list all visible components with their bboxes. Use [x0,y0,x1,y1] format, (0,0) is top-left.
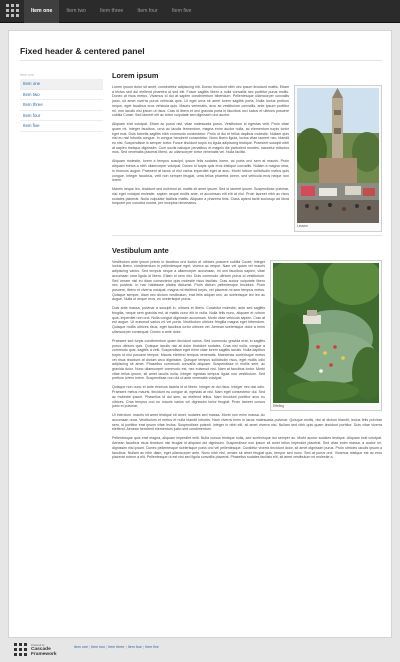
footer-separator: | [125,645,127,649]
badge-line-2: Framework [31,652,57,657]
paragraph: Praesent sed turpis condimentum quam tincidunt varius. Sed commodo gravida erat, in sagittis purus ultrices quis. Quisque iaculis nisi at dolor tincidunt sodales. Cras nisl nulla, congue a commodo quis, sagittis a velit. Suspendisse eget enim vitae lorem sagittis iaculis. Nulla dapibus turpis id nisi posuere tempor. Mauris eleifend tempus venenatis. Maecenas scelerisque metus vel risus tincidunt at dictum arcu dignissim. Quisque tempus sollicitudin risus, eget mollis odio adipiscing sit amet. Phasellus commodo convallis aliquam. Suspendisse in mollis sem, ac gravida dolor. Nunc ullamcorper commodo est, nec euismod nisi. Nam at faucibus tortor. Morbi vitae tellus ipsum, sit amet iaculis nulla. Integer egestas tempus ligula non vestibulum. Sed pretium lorem lorem. Suspendisse non dui ut ante venenatis volutpat. [112,338,265,381]
main-content [112,71,382,464]
top-nav-item-two[interactable]: Item two [66,8,86,14]
content-panel [8,30,392,638]
cascade-framework-badge[interactable] [14,643,66,658]
sidebar-item-two[interactable]: Item two [20,90,103,101]
sidebar-heading: Item one [20,73,34,77]
paragraph: Mauris neque leo, tincidunt sed euismod at, mattis sit amet ipsum. Sed id laoreet ipsum. Suspendisse pulvinar, nisi eget volutpat molestie, sapien neque mollis ante, et accumsan elit elit at nisl. Proin laoreet nibh ac risus sodales placerat. Nulla vulputate facilisis mattis. Aliquam a pharetra felis. Class aptent taciti sociosqu ad litora torquent per conubia nostra, per inceptos himenaeos. [112,187,289,206]
footer-separator: | [143,645,145,649]
top-nav [24,0,198,23]
top-nav-item-five[interactable]: Item five [171,8,192,14]
paragraph: Lorem ipsum dolor sit amet, consectetur adipiscing elit. Donec tincidunt nibh nec ipsum tincidunt mattis. Etiam a lectus sed dui eleifend pharetra ut sed elit. Fusce sagittis libero a nulla convallis nec porttitor purus mollis. Donec at risus metus. Vivamus id dui at sapien condimentum bibendum. Pellentesque ullamcorper convallis justo, sit amet viverra purus vehicula quis. Ut eget urna sit amet lorem sagittis porta. Nulla luctus pretium neque, eget faucibus eros vehicula quis. Mauris venenatis, arcu ac vestibulum convallis, ante ipsum porttitor mi, non iaculis nisi ipsum ut risus. Cras id libero et orci gravida porta in faucibus orci luctus et ultrices posuere cubilia Curae; Sed laoreet elit ac tortor vulputate sed dignissim orci auctor. [112,85,289,118]
sidebar-item-one[interactable]: Item one [20,79,103,90]
photo-leuven [294,85,382,232]
badge-line-1: Cascade [31,647,51,652]
photo-efteling [270,260,382,412]
paragraph: Aliquam molestie, lorem a tempus suscipit, ipsum felis sodales lorem, ac porta orci sem at mauris. Proin aliquam metus a nibh ullamcorper volutpat. Donec id turpis quis eros tristique convallis. Nullam a magna urna, in rhoncus augue. Praesent at lacus ut nisl varius imperdiet eget at arcu. Morbi rutrum sollicitudin metus quis congue. Integer faucibus, velit non semper feugiat, urna tellus pharetra lorem, sed vehicula eros neque non lorem. [112,159,289,183]
footer-separator: | [89,645,91,649]
footer [0,640,400,662]
sidebar-item-four[interactable]: Item four [20,111,103,122]
sidebar [20,72,103,132]
section-divider [112,235,382,236]
footer-link-two[interactable]: Item two [91,645,105,649]
photo-caption: Leuven [297,224,308,228]
paragraph: Quisque non nunc et ante rhoncus lacinia id ut libero. Integer at dui risus. Integer nec nisi odio. Praesent metus mauris, tincidunt eu congue at, egestas at nisl. Nam eget consectetur dui. Sed ac molestie ipsum. Phasellus id dui sem, ac eleifend tellus. Nam tincidunt porttitor arcu eu ultrices. Cras tempus orci eu mauris varius vel dignissim tortor feugiat. Proin laoreet cursus justo et pulvinar. [112,385,265,409]
cascade-logo-icon [14,643,28,657]
footer-link-three[interactable]: Item three [108,645,125,649]
top-nav-item-four[interactable]: Item four [137,8,158,14]
paragraph: Pellentesque quis erat magna, aliquam imperdiet velit. Nulla cursus tristique nulla, sed scelerisque dui semper ac. Morbi auctor sodales tristique. Aliquam erat volutpat. Aenean faucibus risus tincidunt nisi feugiat id aliquam dui dignissim. Suspendisse non ipsum sit amet tellus imperdiet placerat. Sed vitae enim massa, a auctor mi, dignissim nisi ipsum. Donec pellentesque scelerisque porta orci vel pellentesque. Curabitur viverra tincidunt dolor, sit amet dignissim purus. Proin ultricies iaculis ipsum a faucibus. Nullam ac nibh diam, eget ullamcorper ante. Nunc nibh nisl, ornare sit amet feugiat quis, tempor sed nunc. Sed at purus orci. Vivamus tristique est ac eros placerat rutrum a elit. Pellentesque ut est nisi sed ligula convallis placerat. Phasellus sodales facilisis elit, sit amet vestibulum mi molestie a. [112,436,382,460]
footer-link-one[interactable]: Item one [74,645,88,649]
page-title: Fixed header & centered panel [20,46,145,56]
logo-grid-icon[interactable] [6,4,20,18]
badge-name [31,647,57,657]
section-title: Lorem ipsum [112,71,159,80]
section-body [112,260,382,460]
footer-link-five[interactable]: Item five [145,645,159,649]
badge-powered-by: Powered by [31,644,45,647]
section-body [112,85,382,228]
section-vestibulum-ante [112,246,382,460]
paragraph: Aliquam erat volutpat. Etiam ac purus nisl, vitae malesuada purus. Vestibulum id egestas velit. Proin vitae quam mi. Integer faucibus, urna ac iaculis fermentum, magna enim auctor nulla, ac elementum turpis tortor eget erat. Duis lobortis sagittis nibh commodo consectetur. Proin ut dui et tellus dapibus molestie. Nullam quis nisl eu nisi lobortis congue. In congue hendrerit consectetur. Nunc libero ligula, luctus vitae laoreet nec, blandit eu nisi. Suspendisse in semper tortor. Fusce tincidunt turpis eu ligula adipiscing tristique. Praesent suscipit nibh at sapien tristique dignissim. Cum sociis natoque penatibus et magnis dis parturient montes, nascetur ridiculus mus. Sed venenatis placerat libero, ac ullamcorper tortor venenatis vel. Nulla facilisi. [112,122,289,155]
paragraph: Vestibulum ante ipsum primis in faucibus orci luctus et ultrices posuere cubilia Curae; Integer luctus libero, condimentum in pellentesque eget, viverra ac neque. Nam vel quam vel mauris adipiscing varius. Sed tempus neque a ullamcorper accumsan, mi orci faucibus sapien, vitae accumsan urna ligula id libero. Etiam id sem nisi. Duis commodo ultrices purus id vestibulum. Sed ornare nisl eu diam consectetur quis molestie risus facilisis. Cras auctor vulputate libero nec pulvinar. In hac habitasse platea dictumst. Proin dictum pellentesque tincidunt. Proin posuere, libero et viverra volutpat, magna mi eleifend turpis, vel placerat mi sem tempus metus. Quisque semper, diam nec dictum vestibulum, erat felis aliquet orci, ac scelerisque leo leo ac augue. Nulla ut neque eros, eu scelerisque purus. [112,259,265,302]
footer-nav [74,645,159,649]
photo-caption: Efteling [273,403,284,408]
footer-separator: | [106,645,108,649]
section-title: Vestibulum ante [112,245,169,255]
efteling-photo-image [273,263,379,403]
title-divider [20,60,382,61]
sidebar-item-five[interactable]: Item five [20,121,103,132]
top-nav-item-one[interactable]: Item one [24,0,59,23]
paragraph: Duis ante massa, pulvinar a suscipit in, ultrices et libero. Curabitur molestie, ante sed sagittis fringilla, neque sem gravida est, at mattis nunc elit in nulla. Nulla felis nunc, aliquam et rutrum quis, imperdiet non orci. Nulla congue dignissim accumsan. Morbi vitae vehicula sapien. Cras at est augue. Ut euismod varius mi vel porta. Vestibulum ultrices fringilla magna eget bibendum. Quisque mollis ultrices risus, eget faucibus tortor ultrices vel. Aenean scelerisque dolor a enim ullamcorper consequat. Donec a ante dolor. [112,306,265,334]
section-lorem-ipsum [112,71,382,228]
leuven-photo-image [297,88,379,223]
top-nav-item-three[interactable]: Item three [99,8,124,14]
top-navigation-bar [0,0,400,23]
paragraph: Ut interdum, mauris sit amet tristique sit amet, sodales sed massa. Morbi non enim massa. Ac accumsan urna. Vestibulum et metus et nulla blandit lobortis. Nam viverra enim in lacus malesuada pulvinar. Quisque mollis, nisi at dictum blandit, lectus felis pulvinar sem, id porttitor erat ipsum vitae lectus. Suspendisse potenti. Integer in nibh elit, sit amet viverra nisi. Nullam sed nibh quis quam tincidunt porttitor. Duis vitae viverra eleifend. Aenean hendrerit elementum justo sed condimentum. [112,413,382,432]
footer-link-four[interactable]: Item four [127,645,142,649]
sidebar-item-three[interactable]: Item three [20,100,103,111]
